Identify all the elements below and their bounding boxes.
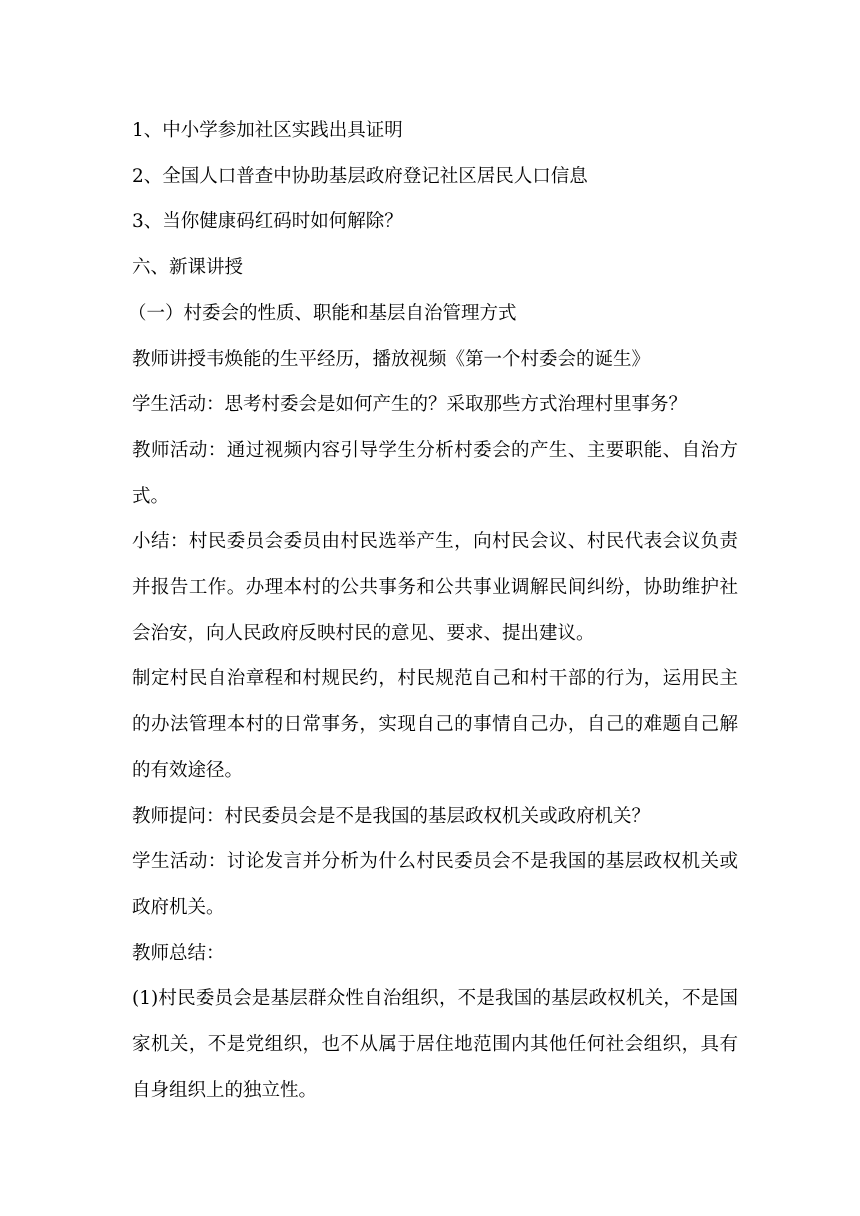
self-governance-paragraph: 制定村民自治章程和村规民约，村民规范自己和村干部的行为，运用民主的办法管理本村的日常事务，实现自己的事情自己办，自己的难题自己解的有效途径。 xyxy=(132,668,738,781)
teacher-conclusion-heading: 教师总结： xyxy=(132,942,225,964)
list-item-1: 1、中小学参加社区实践出具证明 xyxy=(132,120,403,141)
summary-paragraph: 小结：村民委员会委员由村民选举产生，向村民会议、村民代表会议负责并报告工作。办理本村的公共事务和公共事业调解民间纠纷，协助维护社会治安，向人民政府反映村民的意见、要求、提出建议。 xyxy=(132,531,738,644)
list-item-2: 2、全国人口普查中协助基层政府登记社区居民人口信息 xyxy=(132,165,588,187)
student-activity-paragraph: 学生活动：思考村委会是如何产生的？采取那些方式治理村里事务？ xyxy=(132,394,688,416)
teacher-lecture-paragraph: 教师讲授韦焕能的生平经历，播放视频《第一个村委会的诞生》 xyxy=(132,348,651,370)
teacher-question-paragraph: 教师提问：村民委员会是不是我国的基层政权机关或政府机关？ xyxy=(132,805,651,827)
list-item-3: 3、当你健康码红码时如何解除？ xyxy=(132,211,403,233)
subsection-heading: （一）村委会的性质、职能和基层自治管理方式 xyxy=(128,302,517,324)
document-page xyxy=(128,108,738,1113)
student-discussion-paragraph: 学生活动：讨论发言并分析为什么村民委员会不是我国的基层政权机关或政府机关。 xyxy=(132,851,738,918)
teacher-activity-paragraph: 教师活动：通过视频内容引导学生分析村委会的产生、主要职能、自治方式。 xyxy=(132,439,738,507)
conclusion-point-1: (1)村民委员会是基层群众性自治组织，不是我国的基层政权机关，不是国家机关，不是党组织，也不从属于居住地范围内其他任何社会组织，具有自身组织上的独立性。 xyxy=(132,988,738,1101)
section-heading: 六、新课讲授 xyxy=(132,257,244,279)
